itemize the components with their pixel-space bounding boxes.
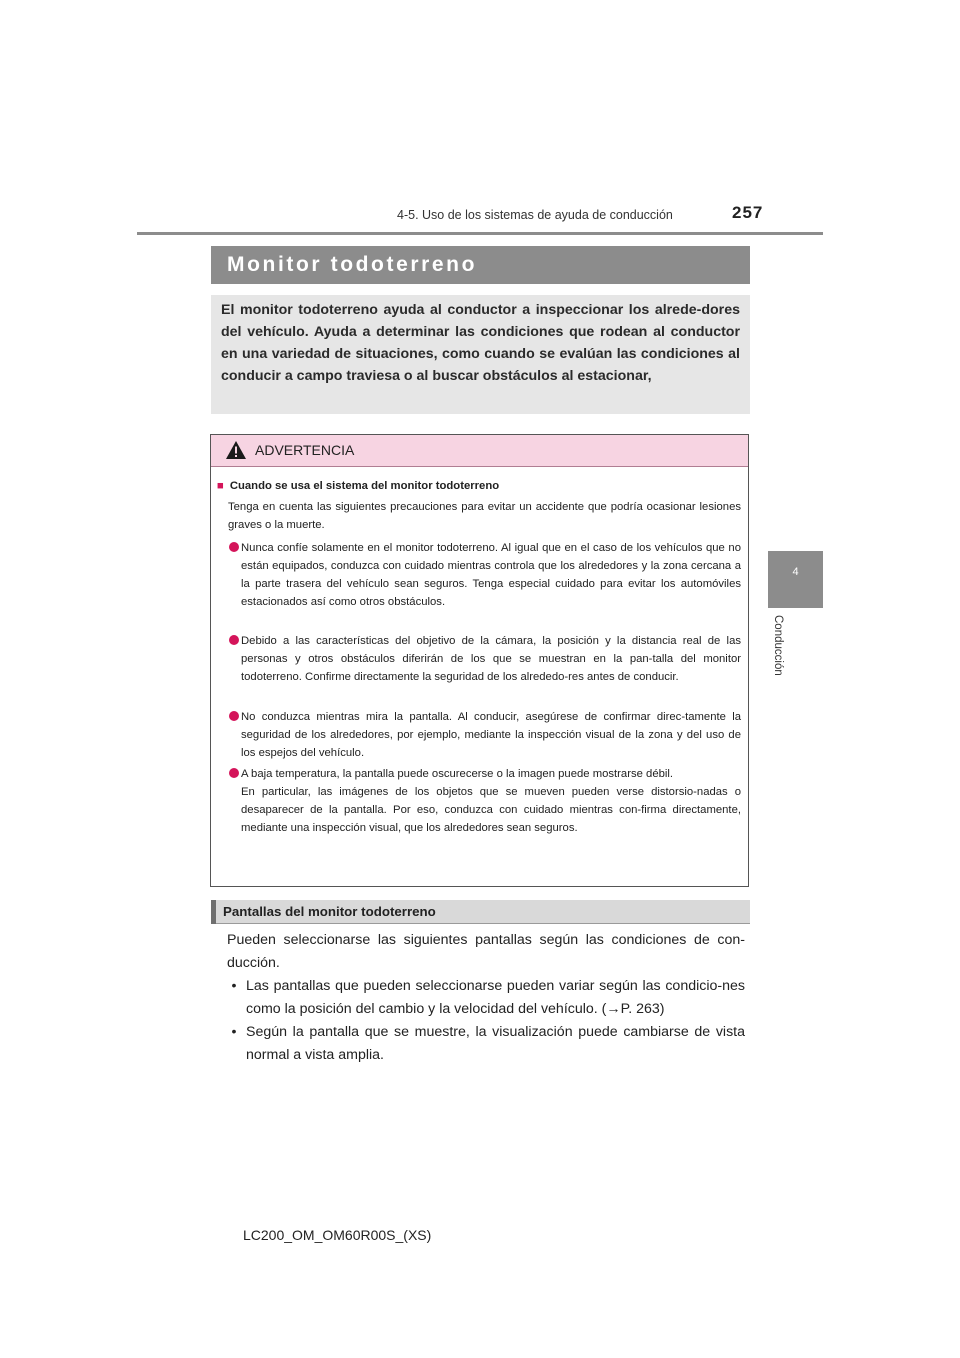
- page-number: 257: [732, 203, 764, 222]
- warning-title: ADVERTENCIA: [255, 442, 355, 458]
- warning-item-text: Nunca confíe solamente en el monitor todoterreno. Al igual que en el caso de los vehículos que no están equipados, conduzca con cuidado mientras controla que los alrededores y la zona cercana a la parte trasera del vehículo sean seguros. Tenga especial cuidado para evitar los automóviles estacionados así como otros obstáculos.: [241, 542, 741, 608]
- list-item-text: Las pantallas que pueden seleccionarse pueden variar según las condicio-nes como la posición del cambio y la velocidad del vehículo. (→P. 263): [246, 978, 745, 1017]
- section-header: 4-5. Uso de los sistemas de ayuda de conducción: [397, 208, 673, 222]
- warning-subtitle: [217, 480, 499, 492]
- warning-item-continuation: En particular, las imágenes de los objetos que se mueven pueden verse distorsio-nadas o desaparecer de la pantalla. Por eso, conduzca con cuidado mientras con-firma directamente, mediante una inspección visual, que los alrededores sean seguros.: [241, 786, 741, 834]
- body-paragraph: Pueden seleccionarse las siguientes pantallas según las condiciones de con-ducción.: [227, 932, 745, 971]
- warning-subtitle-text: Cuando se usa el sistema del monitor todoterreno: [229, 480, 500, 492]
- bullet-dot-icon: [229, 768, 239, 778]
- intro-text: El monitor todoterreno ayuda al conductor a inspeccionar los alrede-dores del vehículo. Ayuda a determinar las condiciones que rodean al conductor en una variedad de situaciones, como cuando se evalúan las condiciones al conducir a campo traviesa o al buscar obstáculos al estacionar,: [221, 302, 740, 384]
- chapter-tab-label-text: Conducción: [772, 615, 784, 676]
- bullet-dot-icon: [229, 635, 239, 645]
- warning-item-text: A baja temperatura, la pantalla puede oscurecerse o la imagen puede mostrarse débil.: [241, 768, 674, 780]
- bullet-icon: •: [231, 978, 237, 994]
- manual-code: LC200_OM_OM60R00S_(XS): [243, 1227, 432, 1243]
- chapter-tab: [768, 551, 823, 608]
- warning-item: [229, 708, 741, 762]
- bullet-icon: •: [231, 1024, 237, 1040]
- header-rule: [137, 232, 823, 235]
- bullet-dot-icon: [229, 542, 239, 552]
- warning-item: [229, 539, 741, 611]
- list-item: [227, 1021, 745, 1067]
- subsection-title: Pantallas del monitor todoterreno: [223, 904, 436, 919]
- bullet-dot-icon: [229, 711, 239, 721]
- subsection-accent: [211, 900, 216, 924]
- warning-triangle-icon: [225, 440, 247, 460]
- list-item-text: Según la pantalla que se muestre, la visualización puede cambiarse de vista normal a vista amplia.: [246, 1024, 745, 1063]
- square-bullet-icon: ■: [217, 480, 224, 492]
- warning-item-text: Debido a las características del objetivo de la cámara, la posición y la distancia real de las personas y otros obstáculos diferirán de los que se muestran en la pan-talla del monitor todoterreno. Confirme directamente la seguridad de los alrededo-res antes de conducir.: [241, 635, 741, 683]
- chapter-tab-number: 4: [792, 566, 799, 578]
- list-item: [227, 975, 745, 1021]
- page-title: Monitor todoterreno: [227, 253, 478, 276]
- warning-item-text: No conduzca mientras mira la pantalla. Al conducir, asegúrese de confirmar direc-tamente la seguridad de los alrededores, por ejemplo, mediante la inspección visual de la zona y del uso de los espejos del vehículo.: [241, 711, 741, 759]
- warning-item: [229, 632, 741, 686]
- warning-lead: Tenga en cuenta las siguientes precauciones para evitar un accidente que podría ocasionar lesiones graves o la muerte.: [228, 501, 741, 531]
- warning-item: [229, 765, 741, 837]
- chapter-tab-label: [770, 615, 790, 705]
